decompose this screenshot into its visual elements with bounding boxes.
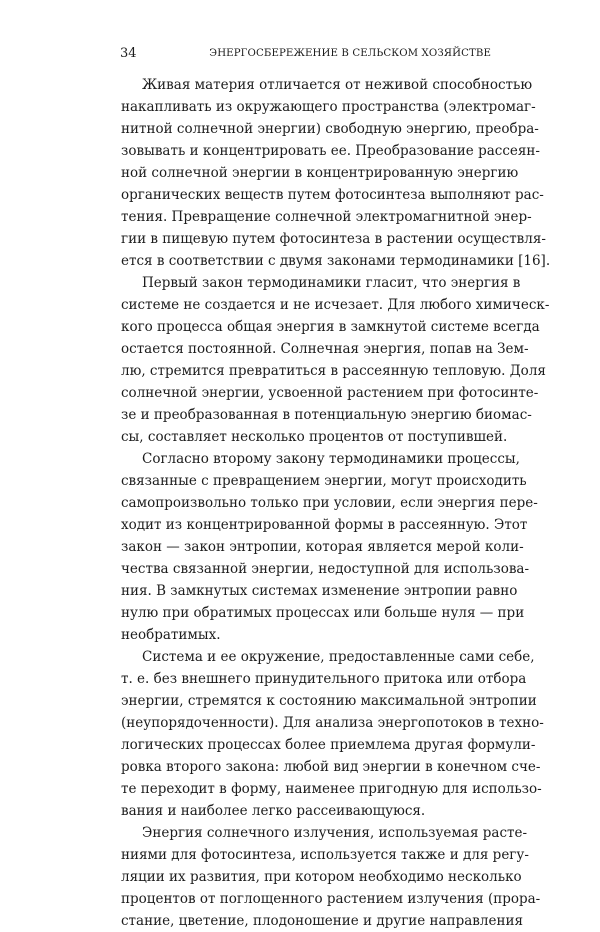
text-line: чества связанной энергии, недоступной для использова- [121, 561, 530, 577]
text-line: Система и ее окружение, предоставленные сами себе, [142, 649, 535, 665]
text-line: энергии, стремятся к состоянию максимальной энтропии [121, 693, 537, 709]
text-line: Живая материя отличается от неживой способностью [142, 77, 533, 93]
text-line: самопроизвольно только при условии, если энергия пере- [121, 495, 538, 511]
text-line: закон — закон энтропии, которая является мерой коли- [121, 539, 524, 555]
text-line: ровка второго закона: любой вид энергии в конечном сче- [121, 759, 541, 775]
text-line: лю, стремится превратиться в рассеянную тепловую. Доля [121, 363, 546, 379]
text-line: Согласно второму закону термодинамики процессы, [142, 451, 520, 467]
text-line: Первый закон термодинамики гласит, что энергия в [142, 275, 521, 291]
page-number: 34 [120, 46, 137, 61]
text-line: стание, цветение, плодоношение и другие направления [121, 913, 523, 929]
page-header [120, 46, 491, 62]
text-line: ной солнечной энергии в концентрированную энергию [121, 165, 519, 181]
text-line: (неупорядоченности). Для анализа энергопотоков в техно- [121, 715, 544, 731]
text-line: солнечной энергии, усвоенной растением при фотосинте- [121, 385, 539, 401]
body-text [121, 74, 551, 932]
text-line: вания и наиболее легко рассеивающуюся. [121, 803, 426, 819]
text-line: остается постоянной. Солнечная энергия, попав на Зем- [121, 341, 529, 357]
text-line: процентов от поглощенного растением излучения (прора- [121, 891, 541, 907]
text-line: необратимых. [121, 627, 221, 643]
text-line: нитной солнечной энергии) свободную энергию, преобра- [121, 121, 539, 137]
text-line: тения. Превращение солнечной электромагнитной энер- [121, 209, 532, 225]
text-line: зовывать и концентрировать ее. Преобразование рассеян- [121, 143, 540, 159]
running-title: ЭНЕРГОСБЕРЕЖЕНИЕ В СЕЛЬСКОМ ХОЗЯЙСТВЕ [209, 48, 491, 59]
text-line: те переходит в форму, наименее пригодную для использо- [121, 781, 542, 797]
text-line: логических процессах более приемлема другая формули- [121, 737, 536, 753]
text-line: гии в пищевую путем фотосинтеза в растении осуществля- [121, 231, 546, 247]
text-line: ходит из концентрированной формы в рассеянную. Этот [121, 517, 528, 533]
text-line: Энергия солнечного излучения, используемая расте- [142, 825, 528, 841]
text-line: кого процесса общая энергия в замкнутой системе всегда [121, 319, 540, 335]
text-line: ния. В замкнутых системах изменение энтропии равно [121, 583, 518, 599]
text-line: связанные с превращением энергии, могут происходить [121, 473, 527, 489]
text-line: ется в соответствии с двумя законами термодинамики [16]. [121, 253, 551, 269]
text-line: системе не создается и не исчезает. Для любого химическ- [121, 297, 550, 313]
text-line: сы, составляет несколько процентов от поступившей. [121, 429, 508, 445]
text-line: ляции их развития, при котором необходимо несколько [121, 869, 522, 885]
text-line: т. е. без внешнего принудительного притока или отбора [121, 671, 527, 687]
text-line: ниями для фотосинтеза, используется также и для регу- [121, 847, 529, 863]
text-line: накапливать из окружающего пространства (электромаг- [121, 99, 536, 115]
text-line: нулю при обратимых процессах или больше нуля — при [121, 605, 525, 621]
text-line: органических веществ путем фотосинтеза выполняют рас- [121, 187, 544, 203]
text-line: зе и преобразованная в потенциальную энергию биомас- [121, 407, 532, 423]
